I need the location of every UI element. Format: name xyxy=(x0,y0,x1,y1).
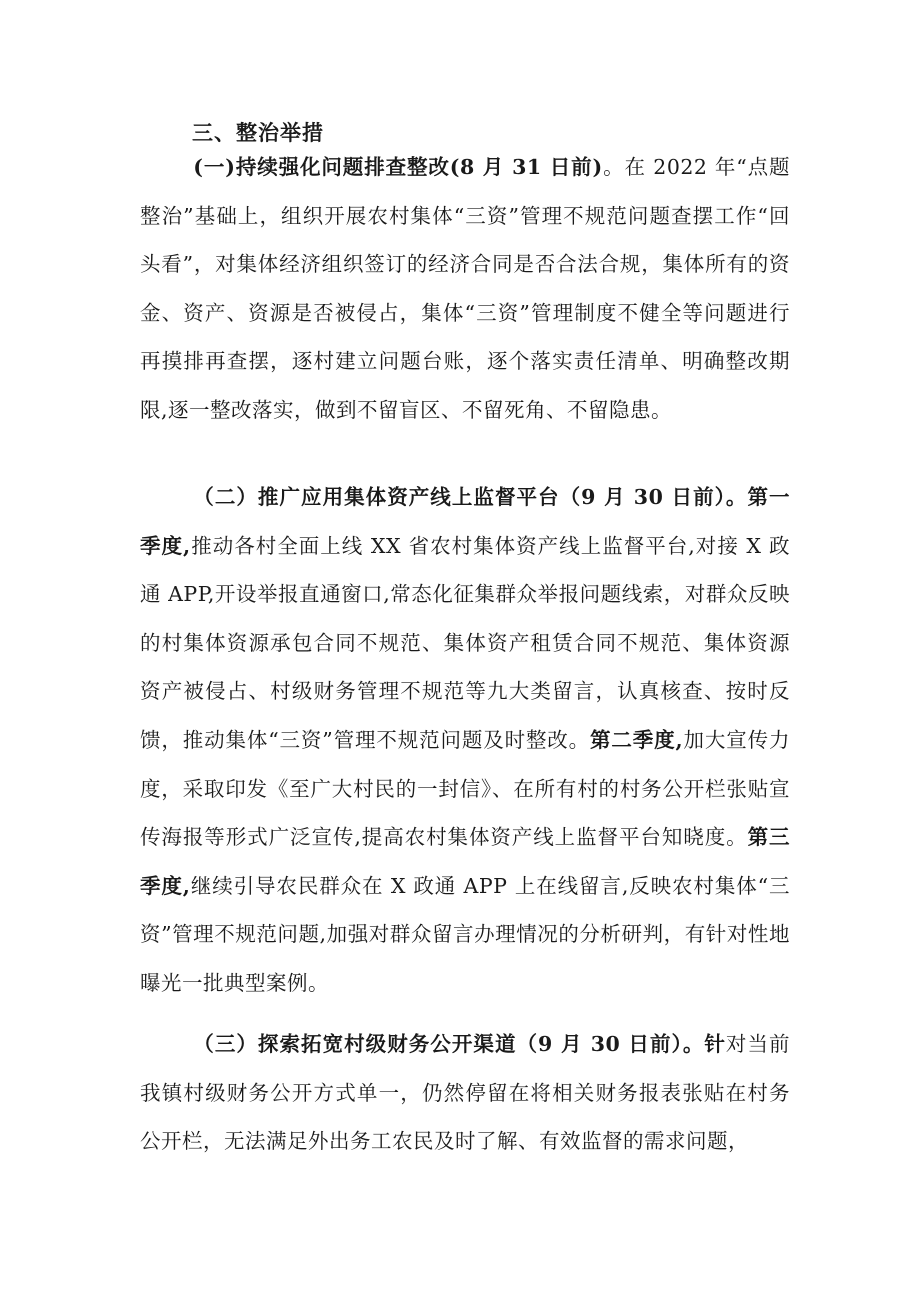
q1-text: 推动各村全面上线 XX 省农村集体资产线上监督平台,对接 X 政通 APP,开设举报直通窗口,常态化征集群众举报问题线索，对群众反映的村集体资源承包合同不规范、集体资产租赁合同不规范、集体资源资产被侵占、村级财务管理不规范等九大类留言，认真核查、按时反馈，推动集体“三资”管理不规范问题及时整改。 xyxy=(140,533,790,752)
paragraph-3 xyxy=(140,1020,790,1166)
paragraph-1-title: (一)持续强化问题排查整改(8 月 31 日前) xyxy=(193,155,603,179)
q3-text: 继续引导农民群众在 X 政通 APP 上在线留言,反映农村集体“三资”管理不规范问题,加强对群众留言办理情况的分析研判，有针对性地曝光一批典型案例。 xyxy=(140,873,791,995)
paragraph-2-title: （二）推广应用集体资产线上监督平台（9 月 30 日前）。 xyxy=(193,485,748,509)
paragraph-2 xyxy=(140,473,790,1008)
paragraph-1 xyxy=(140,143,790,435)
paragraph-3-title: （三）探索拓宽村级财务公开渠道（9 月 30 日前）。针 xyxy=(193,1032,726,1056)
q3-label: 第三季度, xyxy=(140,825,791,898)
q2-label: 第二季度, xyxy=(590,727,684,752)
paragraph-1-body: 。在 2022 年“点题整治”基础上，组织开展农村集体“三资”管理不规范问题查摆工作“回头看”，对集体经济组织签订的经济合同是否合法合规，集体所有的资金、资产、资源是否被侵占，集体“三资”管理制度不健全等问题进行再摸排再查摆，逐村建立问题台账，逐个落实责任清单、明确整改期限,逐一整改落实，做到不留盲区、不留死角、不留隐患。 xyxy=(140,155,791,422)
q1-label: 第一季度, xyxy=(140,485,790,558)
section-heading: 三、整治举措 xyxy=(192,120,324,145)
paragraph-3-body: 对当前我镇村级财务公开方式单一，仍然停留在将相关财务报表张贴在村务公开栏，无法满足外出务工农民及时了解、有效监督的需求问题， xyxy=(140,1032,790,1154)
q2-text: 加大宣传力度，采取印发《至广大村民的一封信》、在所有村的村务公开栏张贴宣传海报等形式广泛宣传,提高农村集体资产线上监督平台知晓度。 xyxy=(140,727,790,850)
